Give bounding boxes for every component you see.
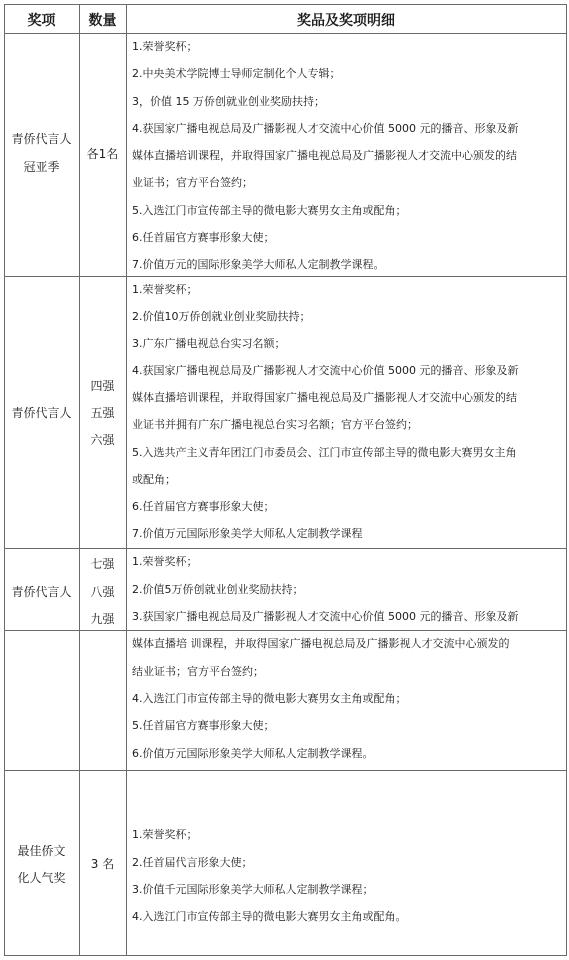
header-award: 奖项: [27, 13, 56, 29]
detail-line: 4.入选江门市宣传部主导的微电影大赛男女主角或配角。: [132, 910, 407, 923]
header-quantity: 数量: [88, 13, 117, 29]
row-divider: [4, 548, 566, 549]
award-name: 青侨代言人: [11, 132, 72, 146]
detail-line: 5.任首届官方赛事形象大使；: [132, 719, 275, 732]
award-name: 青侨代言人: [11, 406, 72, 420]
award-quantity: 五强: [90, 406, 115, 420]
row-divider: [4, 630, 566, 631]
detail-line: 5.入选共产主义青年团江门市委员会、江门市宣传部主导的微电影大赛男女主角: [132, 446, 517, 459]
column-divider: [126, 4, 127, 956]
detail-line: 1.荣誉奖杯；: [132, 555, 198, 568]
award-quantity: 3 名: [90, 857, 115, 871]
header-details: 奖品及奖项明细: [297, 13, 395, 29]
detail-line: 2.价值5万侨创就业创业奖励扶持；: [132, 583, 304, 596]
detail-line: 5.入选江门市宣传部主导的微电影大赛男女主角或配角；: [132, 204, 407, 217]
detail-line: 6.任首届官方赛事形象大使；: [132, 500, 275, 513]
award-quantity: 七强: [90, 557, 115, 571]
detail-line: 2.中央美术学院博士导师定制化个人专辑；: [132, 67, 341, 80]
award-name: 最佳侨文: [17, 844, 66, 858]
detail-line: 3.获国家广播电视总局及广播影视人才交流中心价值 5000 元的播音、形象及新: [132, 610, 519, 623]
header-bottom-border: [4, 33, 566, 34]
detail-line: 媒体直播培训课程，并取得国家广播电视总局及广播影视人才交流中心颁发的结: [132, 391, 517, 404]
detail-line: 或配角；: [132, 473, 176, 486]
detail-line: 7.价值万元国际形象美学大师私人定制教学课程: [132, 527, 363, 540]
detail-line: 4.获国家广播电视总局及广播影视人才交流中心价值 5000 元的播音、形象及新: [132, 122, 519, 135]
detail-line: 4.入选江门市宣传部主导的微电影大赛男女主角或配角；: [132, 692, 407, 705]
award-quantity: 四强: [90, 379, 115, 393]
table-right-border: [566, 4, 567, 956]
detail-line: 4.获国家广播电视总局及广播影视人才交流中心价值 5000 元的播音、形象及新: [132, 364, 519, 377]
detail-line: 7.价值万元的国际形象美学大师私人定制教学课程。: [132, 258, 385, 271]
detail-line: 结业证书；官方平台签约；: [132, 665, 264, 678]
table-bottom-border: [4, 955, 566, 956]
award-quantity: 八强: [90, 585, 115, 599]
award-quantity: 六强: [90, 433, 115, 447]
detail-line: 3，价值 15 万侨创就业创业奖励扶持；: [132, 95, 325, 108]
detail-line: 1.荣誉奖杯；: [132, 40, 198, 53]
detail-line: 2.任首届代言形象大使；: [132, 856, 253, 869]
row-divider: [4, 276, 566, 277]
detail-line: 2.价值10万侨创就业创业奖励扶持；: [132, 310, 311, 323]
detail-line: 6.价值万元国际形象美学大师私人定制教学课程。: [132, 747, 374, 760]
award-name: 化人气奖: [17, 871, 66, 885]
detail-line: 媒体直播培训课程，并取得国家广播电视总局及广播影视人才交流中心颁发的结: [132, 149, 517, 162]
detail-line: 业证书；官方平台签约；: [132, 176, 253, 189]
award-name: 冠亚季: [23, 160, 60, 174]
row-divider: [4, 770, 566, 771]
detail-line: 3.价值千元国际形象美学大师私人定制教学课程；: [132, 883, 374, 896]
award-quantity: 九强: [90, 612, 115, 626]
award-name: 青侨代言人: [11, 585, 72, 599]
detail-line: 6.任首届官方赛事形象大使；: [132, 231, 275, 244]
detail-line: 1.荣誉奖杯；: [132, 283, 198, 296]
detail-line: 3.广东广播电视总台实习名额；: [132, 337, 286, 350]
table-top-border: [4, 4, 566, 5]
detail-line: 业证书并拥有广东广播电视总台实习名额；官方平台签约；: [132, 418, 418, 431]
detail-line: 1.荣誉奖杯；: [132, 828, 198, 841]
detail-line: 媒体直播培 训课程，并取得国家广播电视总局及广播影视人才交流中心颁发的: [132, 637, 510, 650]
award-quantity: 各1名: [86, 147, 119, 161]
